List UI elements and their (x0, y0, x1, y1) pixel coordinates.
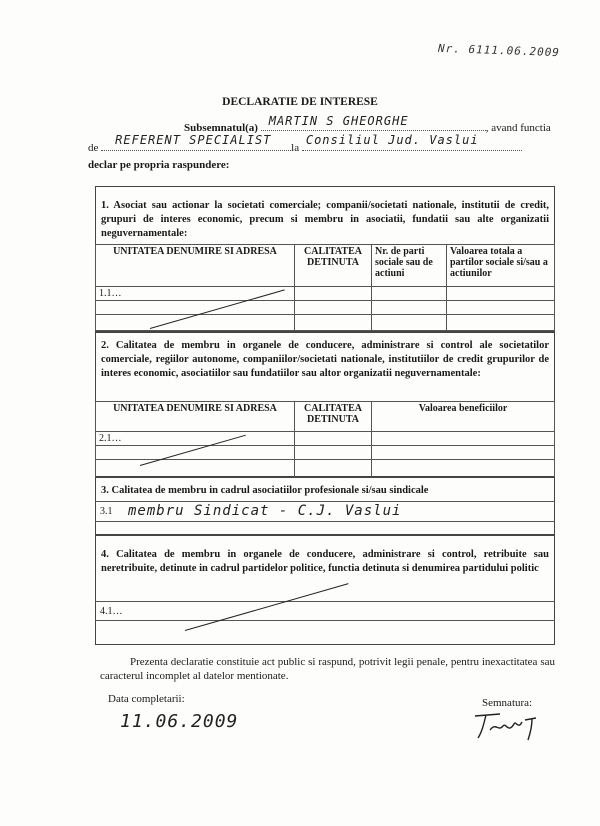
s2-col-calitatea: CALITATEA DETINUTA (295, 402, 372, 432)
registration-number: Nr. 6111.06.2009 (437, 41, 561, 60)
section-2-table (95, 401, 555, 478)
s1-col-parti: Nr. de parti sociale sau de actiuni (372, 245, 447, 287)
section-2 (95, 332, 555, 477)
signature-image (470, 708, 550, 743)
section-3 (95, 477, 555, 535)
section-1 (95, 186, 555, 332)
section-3-text: 3. Calitatea de membru in cadrul asociatiilor profesionale si/sau sindicale (101, 485, 429, 496)
s2-row-label: 2.1… (96, 432, 295, 446)
s1-col-calitatea: CALITATEA DETINUTA (295, 245, 372, 287)
s1-col-unitatea: UNITATEA DENUMIRE SI ADRESA (96, 245, 295, 287)
section-4-text: 4. Calitatea de membru in organele de conducere, administrare si control, retribuite sau neretribuite, detinute in cadrul partidelor politice, functia detinuta si denumirea partidului politic (101, 549, 549, 574)
la-label: la (291, 142, 300, 154)
institution-field (302, 133, 522, 151)
footer-statement: Prezenta declaratie constituie act public si raspund, potrivit legii penale, pentru inexactitatea sau caracterul incomplet al datelor mentionate. (100, 656, 555, 682)
page-title: DECLARATIE DE INTERESE (222, 96, 378, 108)
avand-functia-label: , avand functia (485, 122, 551, 134)
s3-row-label: 3.1 (100, 506, 113, 517)
signature-label: Semnatura: (482, 697, 533, 709)
institution-value: Consiliul Jud. Vaslui (305, 133, 479, 147)
de-label: de (88, 142, 99, 154)
name-field (261, 114, 486, 131)
function-line (88, 133, 554, 154)
section-1-table (95, 244, 555, 331)
section-2-text: 2. Calitatea de membru in organele de conducere, administrare si control ale societatilor comerciale, regiilor autonome, companiilor/societati nationale, institutiilor de credit grupurilor de interes economic, asociatiilor sau fundatiilor sau altor organizatii neguvernamentale: (101, 340, 549, 379)
name-line (184, 114, 554, 134)
s2-col-valoare: Valoarea beneficiilor (372, 402, 555, 432)
declar-text: declar pe propria raspundere: (88, 159, 230, 171)
s1-row-label: 1.1… (96, 287, 295, 301)
s1-col-valoare: Valoarea totala a partilor sociale si/sau a actiunilor (447, 245, 555, 287)
s2-col-unitatea: UNITATEA DENUMIRE SI ADRESA (96, 402, 295, 432)
s4-row-label: 4.1… (100, 606, 123, 617)
function-value: REFERENT SPECIALIST (115, 133, 272, 147)
function-field (101, 133, 291, 151)
s3-row-value: membru Sindicat - C.J. Vaslui (128, 503, 402, 519)
section-1-text: 1. Asociat sau actionar la societati comerciale; companii/societati nationale, institutii de credit, grupuri de interes economic, precum si membru in asociatii, fundatii sau alte organizatii neguvernamentale: (101, 200, 549, 239)
date-value: 11.06.2009 (120, 711, 239, 732)
subsemnatul-label: Subsemnatul(a) (184, 122, 258, 134)
date-label: Data completarii: (108, 693, 185, 705)
name-value: MARTIN S GHEORGHE (268, 114, 409, 128)
